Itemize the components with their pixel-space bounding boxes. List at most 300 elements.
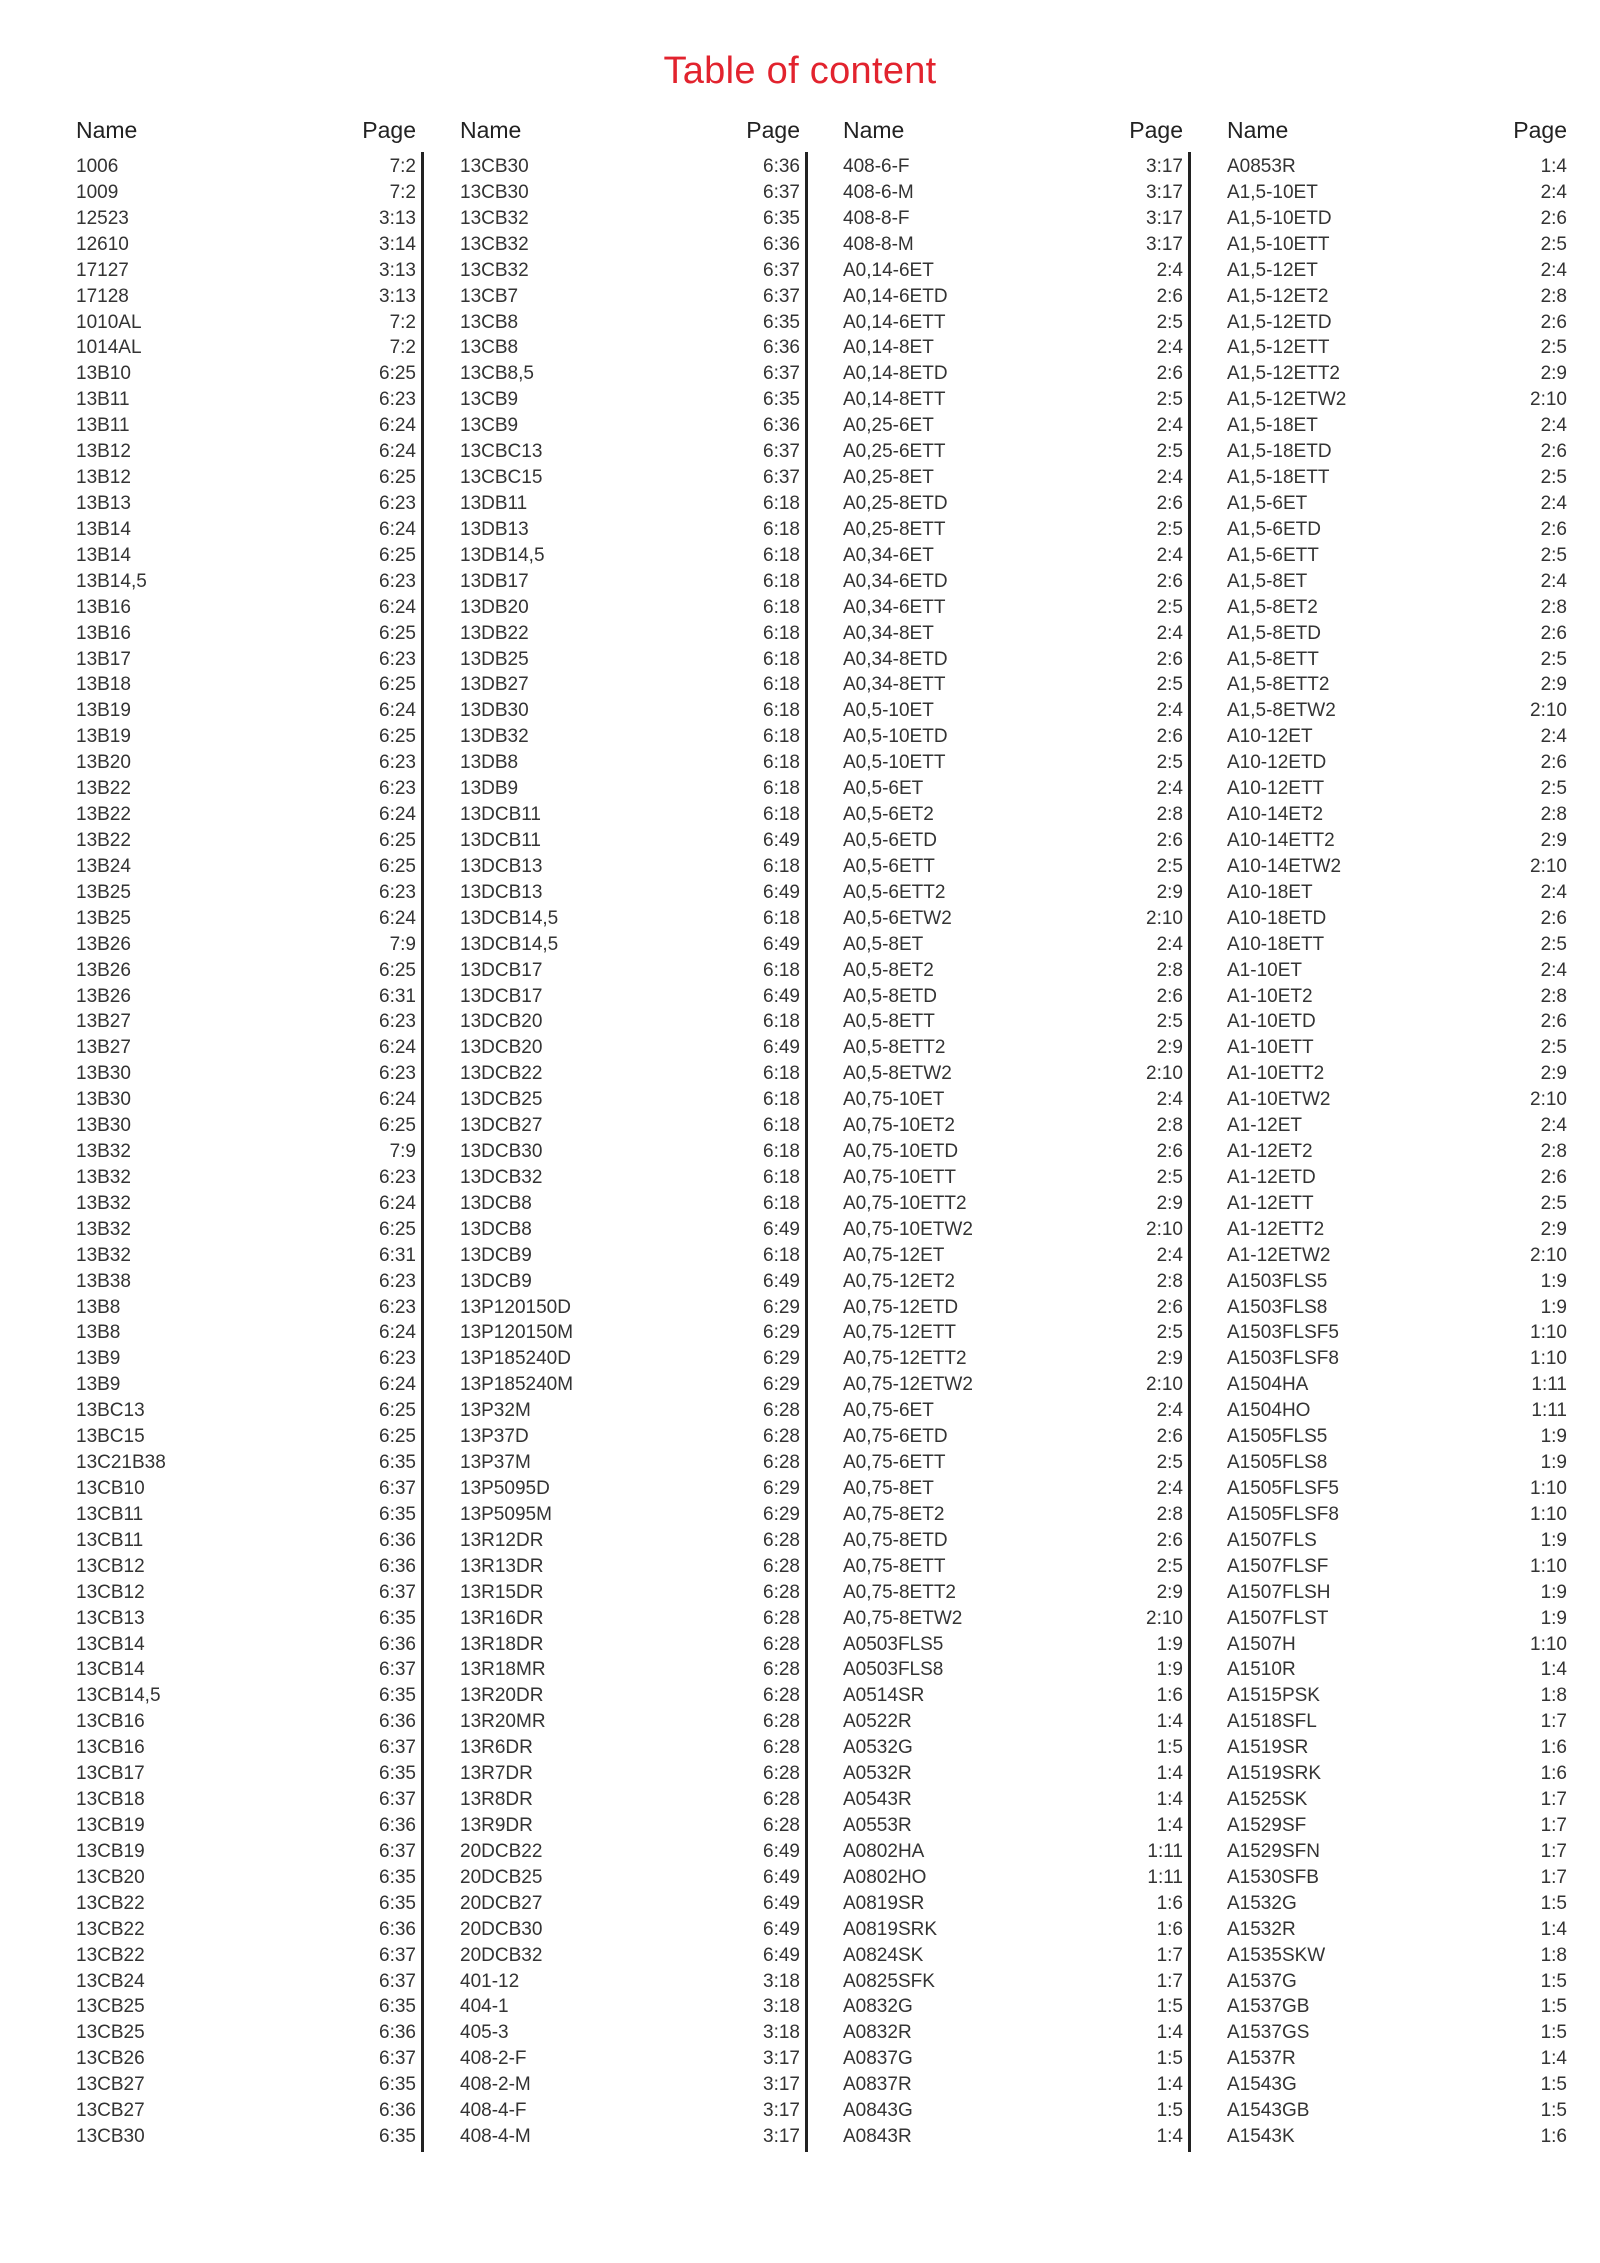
index-row [460,439,800,465]
index-row [460,2046,800,2072]
page-reference: 2:6 [1156,570,1183,592]
page-reference: 2:6 [1156,363,1183,385]
item-name: 13DB22 [460,622,529,644]
page-reference: 6:18 [763,1115,800,1137]
item-name: A0,14-6ET [843,259,934,281]
index-row [1227,1113,1567,1139]
item-name: 13B25 [76,907,131,929]
page-reference: 6:23 [379,570,416,592]
index-row [460,284,800,310]
item-name: 13R18MR [460,1659,546,1681]
index-row [460,1657,800,1683]
index-row [460,595,800,621]
page-reference: 2:8 [1156,1503,1183,1525]
item-name: A0,14-8ET [843,337,934,359]
item-name: 13CB13 [76,1607,145,1629]
item-name: A1-10ET2 [1227,985,1313,1007]
item-name: A0,75-12ETT2 [843,1348,967,1370]
page-reference: 6:23 [379,1011,416,1033]
item-name: A0,75-8ET [843,1478,934,1500]
index-row [76,1839,416,1865]
page-reference: 6:28 [763,1789,800,1811]
page-reference: 6:28 [763,1633,800,1655]
page-reference: 2:5 [1540,1192,1567,1214]
page-reference: 3:17 [1146,207,1183,229]
page-reference: 3:14 [379,233,416,255]
page-reference: 2:6 [1156,492,1183,514]
index-row [1227,1217,1567,1243]
page-reference: 2:6 [1156,985,1183,1007]
item-name: 405-3 [460,2022,509,2044]
item-name: A0,25-6ETT [843,441,946,463]
page-reference: 2:4 [1540,259,1567,281]
index-row [76,854,416,880]
column-header [1227,112,1567,148]
index-row [1227,1761,1567,1787]
index-row [1227,1528,1567,1554]
item-name: A1-12ETW2 [1227,1244,1331,1266]
index-row [460,1035,800,1061]
item-name: 13P185240M [460,1374,574,1396]
index-row [843,387,1183,413]
index-row [843,2124,1183,2150]
page-reference: 3:17 [763,2126,800,2148]
index-rows [843,154,1183,2150]
page-header: Page [1129,117,1183,143]
page-reference: 6:36 [763,337,800,359]
index-row [76,1709,416,1735]
index-row [1227,621,1567,647]
item-name: A1,5-18ETT [1227,467,1330,489]
page-reference: 6:23 [379,648,416,670]
index-row [76,543,416,569]
index-row [1227,387,1567,413]
index-row [843,958,1183,984]
index-row [843,1372,1183,1398]
item-name: 13DB27 [460,674,529,696]
index-row [1227,465,1567,491]
page-reference: 1:7 [1540,1866,1567,1888]
page-reference: 6:24 [379,907,416,929]
index-row [1227,1865,1567,1891]
item-name: A0,34-6ET [843,544,934,566]
item-name: A0832R [843,2022,912,2044]
item-name: 13CB27 [76,2100,145,2122]
index-row [843,776,1183,802]
page-reference: 6:49 [763,1944,800,1966]
name-header: Name [843,117,905,143]
index-row [76,1969,416,1995]
page-reference: 2:8 [1540,285,1567,307]
index-row [76,1035,416,1061]
page-reference: 6:25 [379,544,416,566]
page-reference: 2:9 [1540,363,1567,385]
item-name: 13R7DR [460,1763,533,1785]
page-reference: 6:24 [379,1192,416,1214]
index-row [1227,1139,1567,1165]
index-row [1227,1372,1567,1398]
page-reference: 2:4 [1540,726,1567,748]
item-name: A0,5-8ETD [843,985,937,1007]
index-row [460,2072,800,2098]
page-reference: 2:5 [1156,311,1183,333]
index-row [843,206,1183,232]
index-row [460,361,800,387]
page-reference: 2:4 [1540,181,1567,203]
index-row [76,1528,416,1554]
index-row [1227,413,1567,439]
item-name: A0824SK [843,1944,924,1966]
page-reference: 2:10 [1146,1218,1183,1240]
item-name: 13P5095D [460,1478,550,1500]
item-name: A0837G [843,2048,913,2070]
index-row [843,880,1183,906]
page-reference: 1:10 [1530,1503,1567,1525]
page-reference: 1:6 [1156,1685,1183,1707]
index-row [76,1191,416,1217]
item-name: 13B16 [76,622,131,644]
item-name: 13CB9 [460,389,519,411]
item-name: 13P185240D [460,1348,571,1370]
index-row [843,1217,1183,1243]
item-name: 13B11 [76,389,130,411]
index-row [76,1554,416,1580]
item-name: 13CB8 [460,337,519,359]
item-name: 13P120150D [460,1296,571,1318]
page-reference: 1:9 [1540,1452,1567,1474]
index-row [460,2124,800,2150]
page-reference: 2:4 [1156,700,1183,722]
index-row [76,1450,416,1476]
index-row [1227,776,1567,802]
item-name: 408-6-F [843,156,910,177]
item-name: 408-8-F [843,207,910,229]
item-name: A1,5-12ETT2 [1227,363,1340,385]
item-name: 13DCB11 [460,829,541,851]
item-name: A0,5-10ETD [843,726,948,748]
page-reference: 3:18 [763,1970,800,1992]
page-reference: 1:9 [1540,1270,1567,1292]
page-reference: 6:36 [379,2022,416,2044]
index-row [460,647,800,673]
index-row [1227,1891,1567,1917]
index-row [460,1917,800,1943]
item-name: 13DCB8 [460,1192,532,1214]
item-name: A1505FLS5 [1227,1426,1328,1448]
index-row [1227,672,1567,698]
index-row [76,1994,416,2020]
page-reference: 6:37 [763,259,800,281]
item-name: A1543GB [1227,2100,1310,2122]
item-name: A0,75-10ETT2 [843,1192,967,1214]
page-reference: 6:28 [763,1529,800,1551]
item-name: A1503FLSF5 [1227,1322,1339,1344]
item-name: 13B30 [76,1063,131,1085]
index-row [1227,1191,1567,1217]
item-name: A0,5-6ET [843,778,924,800]
page-reference: 2:10 [1530,700,1567,722]
index-row [1227,439,1567,465]
page-reference: 6:18 [763,700,800,722]
index-row [1227,1269,1567,1295]
page-reference: 2:10 [1146,907,1183,929]
item-name: A0543R [843,1789,912,1811]
index-row [843,439,1183,465]
page-reference: 6:37 [379,1659,416,1681]
item-name: 13B12 [76,467,131,489]
page-reference: 1:4 [1156,1711,1183,1733]
page-reference: 7:2 [389,311,416,333]
item-name: 13DCB32 [460,1166,543,1188]
index-row [1227,2020,1567,2046]
page-reference: 2:4 [1156,622,1183,644]
page-reference: 6:35 [763,389,800,411]
page-reference: 2:5 [1540,778,1567,800]
item-name: 13R8DR [460,1789,533,1811]
index-row [76,672,416,698]
page-reference: 2:4 [1156,1089,1183,1111]
item-name: A0,34-6ETT [843,596,946,618]
item-name: 13R20DR [460,1685,544,1707]
item-name: A1,5-12ETW2 [1227,389,1347,411]
page-reference: 6:35 [379,1996,416,2018]
index-row [1227,1398,1567,1424]
page-reference: 6:24 [379,415,416,437]
index-row [843,1943,1183,1969]
index-row [460,154,800,180]
item-name: A10-12ETD [1227,752,1327,774]
item-name: 20DCB27 [460,1892,543,1914]
index-row [1227,854,1567,880]
page-reference: 1:6 [1156,1918,1183,1940]
item-name: 13CB14 [76,1633,145,1655]
item-name: 13DCB13 [460,881,543,903]
index-row [1227,517,1567,543]
item-name: 13CB30 [460,156,529,177]
page-reference: 2:5 [1156,1166,1183,1188]
page-reference: 2:9 [1156,881,1183,903]
item-name: A1507FLS [1227,1529,1317,1551]
page-reference: 3:13 [379,285,416,307]
item-name: 13R16DR [460,1607,544,1629]
index-row [843,1632,1183,1658]
page-reference: 6:28 [763,1685,800,1707]
item-name: 13B38 [76,1270,131,1292]
item-name: A0,75-10ETD [843,1141,959,1163]
page-reference: 2:4 [1156,778,1183,800]
item-name: A1543K [1227,2126,1295,2148]
index-row [76,1217,416,1243]
item-name: A1507FLSH [1227,1581,1331,1603]
index-row [843,750,1183,776]
item-name: A1543G [1227,2074,1297,2096]
index-row [76,491,416,517]
index-row [1227,2124,1567,2150]
page-reference: 1:6 [1156,1892,1183,1914]
index-row [460,621,800,647]
item-name: A1537G [1227,1970,1297,1992]
item-name: A0843R [843,2126,912,2148]
page-reference: 6:28 [763,1400,800,1422]
page-reference: 6:49 [763,1218,800,1240]
page-reference: 6:18 [763,1166,800,1188]
page-reference: 2:10 [1530,855,1567,877]
item-name: A0,75-8ETT2 [843,1581,956,1603]
item-name: A0503FLS8 [843,1659,944,1681]
item-name: A0553R [843,1815,912,1836]
page-reference: 6:24 [379,804,416,826]
page-reference: 1:10 [1530,1348,1567,1370]
page-reference: 6:37 [763,467,800,489]
page-reference: 2:4 [1540,415,1567,437]
index-row [76,1113,416,1139]
page-reference: 6:28 [763,1711,800,1733]
item-name: A1,5-6ET [1227,492,1308,514]
item-name: A0,5-10ETT [843,752,946,774]
page-reference: 2:4 [1540,1115,1567,1137]
page-reference: 6:35 [379,1685,416,1707]
page-reference: 6:24 [379,1037,416,1059]
index-row [1227,750,1567,776]
page-reference: 2:6 [1540,518,1567,540]
page-reference: 1:6 [1540,1763,1567,1785]
item-name: A1532G [1227,1892,1297,1914]
page-reference: 2:6 [1156,829,1183,851]
item-name: 13R15DR [460,1581,544,1603]
index-row [460,1502,800,1528]
item-name: 13P37M [460,1452,531,1474]
item-name: 13B22 [76,778,131,800]
index-row [843,2072,1183,2098]
item-name: A0,5-6ETT2 [843,881,946,903]
page-reference: 2:5 [1156,1555,1183,1577]
item-name: A10-12ET [1227,726,1313,748]
page-reference: 2:6 [1156,726,1183,748]
item-name: A0,75-6ETT [843,1452,946,1474]
index-row [843,595,1183,621]
item-name: A10-14ET2 [1227,804,1324,826]
index-row [460,2098,800,2124]
page-reference: 3:17 [763,2100,800,2122]
item-name: A10-18ETT [1227,933,1325,955]
index-row [1227,1657,1567,1683]
index-row [843,647,1183,673]
page-reference: 6:31 [379,985,416,1007]
index-row [460,491,800,517]
item-name: A1,5-8ETT [1227,648,1319,670]
item-name: A1529SFN [1227,1840,1320,1862]
page-reference: 1:4 [1540,2048,1567,2070]
item-name: A1515PSK [1227,1685,1320,1707]
page-reference: 2:6 [1156,1426,1183,1448]
item-name: A1503FLS8 [1227,1296,1328,1318]
item-name: A1,5-6ETT [1227,544,1319,566]
index-row [460,1891,800,1917]
page-reference: 6:49 [763,933,800,955]
item-name: A1507H [1227,1633,1296,1655]
index-row [1227,1346,1567,1372]
index-row [460,802,800,828]
page-reference: 2:6 [1540,441,1567,463]
index-row [843,1165,1183,1191]
index-row [1227,1243,1567,1269]
index-row [843,361,1183,387]
name-header: Name [1227,117,1289,143]
index-row [843,1087,1183,1113]
page-reference: 2:8 [1540,1141,1567,1163]
index-row [460,1061,800,1087]
page-reference: 6:49 [763,1037,800,1059]
index-row [76,1761,416,1787]
item-name: 1010AL [76,311,142,333]
item-name: 13DCB8 [460,1218,532,1240]
index-row [1227,1320,1567,1346]
item-name: 13B11 [76,415,130,437]
page-reference: 7:2 [389,181,416,203]
index-row [843,1554,1183,1580]
page-reference: 6:24 [379,1089,416,1111]
page-reference: 2:8 [1156,1115,1183,1137]
index-row [1227,335,1567,361]
item-name: 13R13DR [460,1555,544,1577]
page-reference: 6:25 [379,855,416,877]
index-row [76,724,416,750]
item-name: A1537GS [1227,2022,1310,2044]
index-row [843,1191,1183,1217]
item-name: A0825SFK [843,1970,935,1992]
index-row [76,984,416,1010]
page-reference: 1:10 [1530,1322,1567,1344]
page-reference: 7:2 [389,337,416,359]
index-row [843,1295,1183,1321]
page-reference: 6:49 [763,1270,800,1292]
page-reference: 1:6 [1540,1737,1567,1759]
index-row [1227,1450,1567,1476]
item-name: 13DCB11 [460,804,541,826]
item-name: A1,5-10ET [1227,181,1318,203]
index-row [460,413,800,439]
page-reference: 2:9 [1156,1037,1183,1059]
item-name: 13CB24 [76,1970,145,1992]
column-divider [421,152,424,2152]
page-reference: 6:18 [763,752,800,774]
page-reference: 1:4 [1156,1763,1183,1785]
index-row [76,1346,416,1372]
page-reference: 2:8 [1156,959,1183,981]
item-name: A1505FLSF8 [1227,1503,1339,1525]
page-reference: 1:7 [1156,1944,1183,1966]
index-row [843,284,1183,310]
item-name: 13B16 [76,596,131,618]
page-reference: 6:18 [763,1244,800,1266]
page-reference: 2:6 [1540,207,1567,229]
item-name: 13DCB27 [460,1115,543,1137]
page-reference: 2:4 [1156,415,1183,437]
page-reference: 6:37 [379,1737,416,1759]
index-row [460,776,800,802]
index-row [1227,802,1567,828]
index-row [843,2098,1183,2124]
page-reference: 2:8 [1156,804,1183,826]
page-reference: 1:10 [1530,1555,1567,1577]
item-name: A10-14ETT2 [1227,829,1335,851]
page-reference: 6:29 [763,1374,800,1396]
page-reference: 2:6 [1156,285,1183,307]
item-name: A0,5-10ET [843,700,934,722]
index-row [460,1139,800,1165]
item-name: 13DCB14,5 [460,907,559,929]
index-row [843,1969,1183,1995]
